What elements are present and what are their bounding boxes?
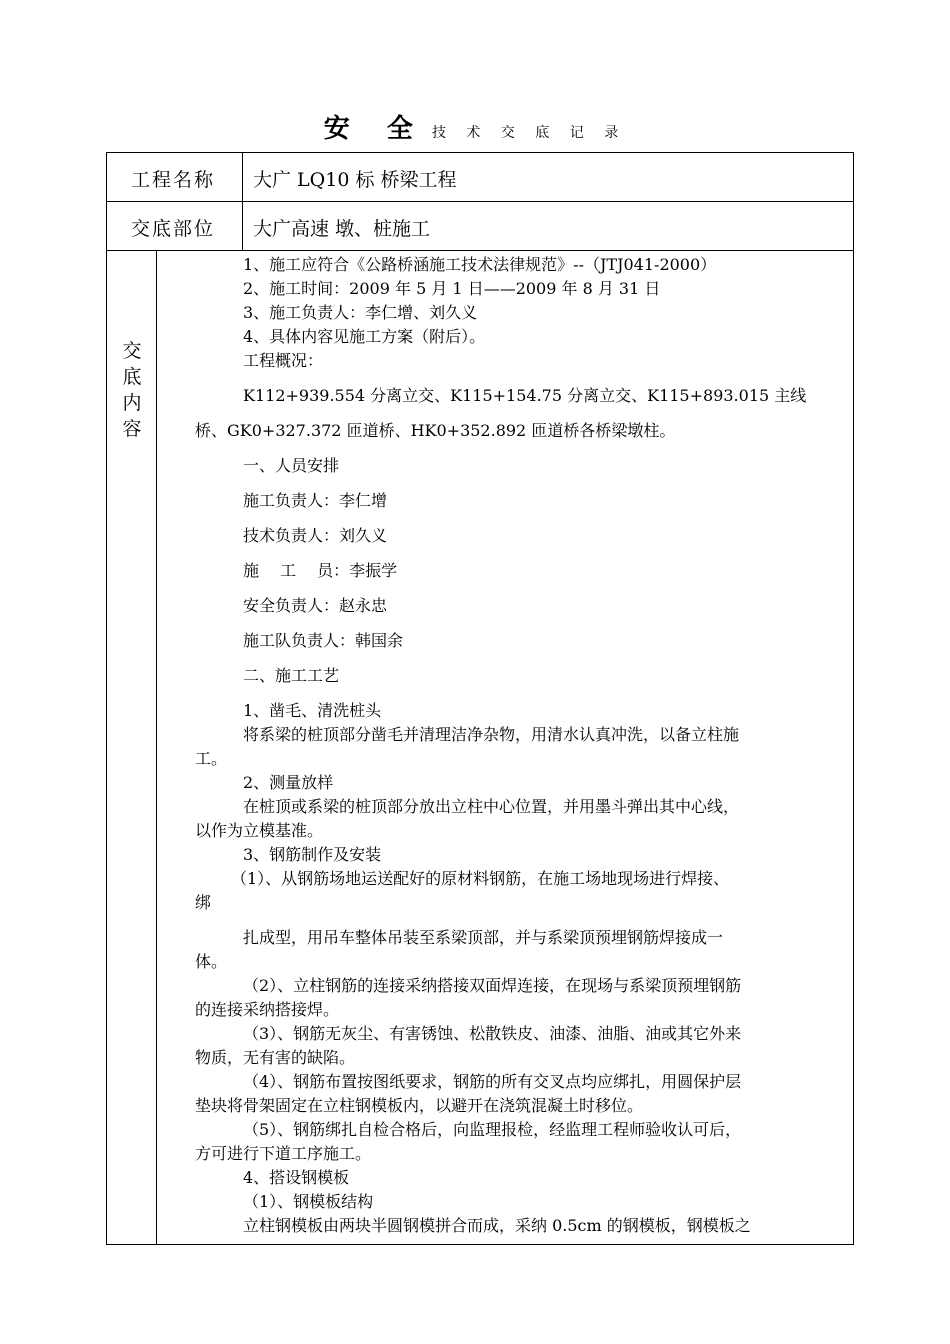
content-line: 立柱钢模板由两块半圆钢模拼合而成，采纳 0.5cm 的钢模板，钢模板之 xyxy=(243,1216,751,1235)
handover-part-value: 大广高速 墩、桩施工 xyxy=(253,218,431,240)
project-name-label: 工程名称 xyxy=(131,169,216,191)
content-line: （2）、立柱钢筋的连接采纳搭接双面焊连接，在现场与系梁顶预埋钢筋 xyxy=(243,976,742,995)
title-sub: 技 术 交 底 记 录 xyxy=(431,125,627,141)
content-line: 工。 xyxy=(195,749,228,768)
content-line: 3、施工负责人：李仁增、刘久义 xyxy=(243,303,478,322)
column-divider xyxy=(242,153,243,250)
content-line: （1）、钢模板结构 xyxy=(243,1192,374,1211)
handover-part-label: 交底部位 xyxy=(131,218,216,240)
content-line: 2、施工时间：2009 年 5 月 1 日——2009 年 8 月 31 日 xyxy=(243,279,661,298)
content-line: 3、钢筋制作及安装 xyxy=(243,845,382,864)
content-line: 4、具体内容见施工方案（附后）。 xyxy=(243,327,486,346)
content-line: （1）、从钢筋场地运送配好的原材料钢筋，在施工场地现场进行焊接、 xyxy=(231,869,730,888)
title-main: 安 全 xyxy=(323,114,427,144)
content-line: 施工队负责人：韩国余 xyxy=(243,631,404,650)
content-line: 体。 xyxy=(195,952,228,971)
column-divider xyxy=(156,250,157,1244)
content-line: 垫块将骨架固定在立柱钢模板内，以避开在浇筑混凝土时移位。 xyxy=(195,1096,644,1115)
content-line: 绑 xyxy=(195,893,212,912)
content-line: 一、人员安排 xyxy=(243,456,340,475)
content-line: 1、凿毛、清洗桩头 xyxy=(243,701,382,720)
content-line: 技术负责人：刘久义 xyxy=(243,526,388,545)
content-body xyxy=(195,253,847,1238)
content-line: 桥、GK0+327.372 匝道桥、HK0+352.892 匝道桥各桥梁墩柱。 xyxy=(195,421,676,440)
content-line: K112+939.554 分离立交、K115+154.75 分离立交、K115+893.015 主线 xyxy=(243,386,807,405)
content-line: （3）、钢筋无灰尘、有害锈蚀、松散铁皮、油漆、油脂、油或其它外来 xyxy=(243,1024,742,1043)
content-line: 将系梁的桩顶部分凿毛并清理洁净杂物，用清水认真冲洗，以备立柱施 xyxy=(243,725,740,744)
content-line: 2、测量放样 xyxy=(243,773,334,792)
content-line: 1、施工应符合《公路桥涵施工技术法律规范》--（JTJ041-2000） xyxy=(243,255,717,274)
project-name-value: 大广 LQ10 标 桥梁工程 xyxy=(253,169,457,191)
content-line: 工程概况： xyxy=(243,351,324,370)
content-line: 二、施工工艺 xyxy=(243,666,340,685)
record-table xyxy=(106,152,854,1245)
content-line: （5）、钢筋绑扎自检合格后，向监理报检，经监理工程师验收认可后， xyxy=(243,1120,742,1139)
content-line: 以作为立模基准。 xyxy=(195,821,324,840)
row-divider xyxy=(107,201,853,202)
content-line: 物质，无有害的缺陷。 xyxy=(195,1048,356,1067)
content-line: 在桩顶或系梁的桩顶部分放出立柱中心位置，并用墨斗弹出其中心线， xyxy=(243,797,740,816)
content-line: 4、搭设钢模板 xyxy=(243,1168,350,1187)
row-divider xyxy=(107,250,853,251)
content-label: 交底内容 xyxy=(122,340,142,440)
content-line: 的连接采纳搭接焊。 xyxy=(195,1000,340,1019)
content-line: 安全负责人：赵永忠 xyxy=(243,596,388,615)
content-line: （4）、钢筋布置按图纸要求，钢筋的所有交叉点均应绑扎，用圆保护层 xyxy=(243,1072,742,1091)
content-line: 施工负责人：李仁增 xyxy=(243,491,388,510)
content-line: 扎成型，用吊车整体吊装至系梁顶部，并与系梁顶预埋钢筋焊接成一 xyxy=(243,928,724,947)
content-line: 施 工 员：李振学 xyxy=(243,561,398,580)
content-line: 方可进行下道工序施工。 xyxy=(195,1144,372,1163)
document-title xyxy=(0,108,950,145)
